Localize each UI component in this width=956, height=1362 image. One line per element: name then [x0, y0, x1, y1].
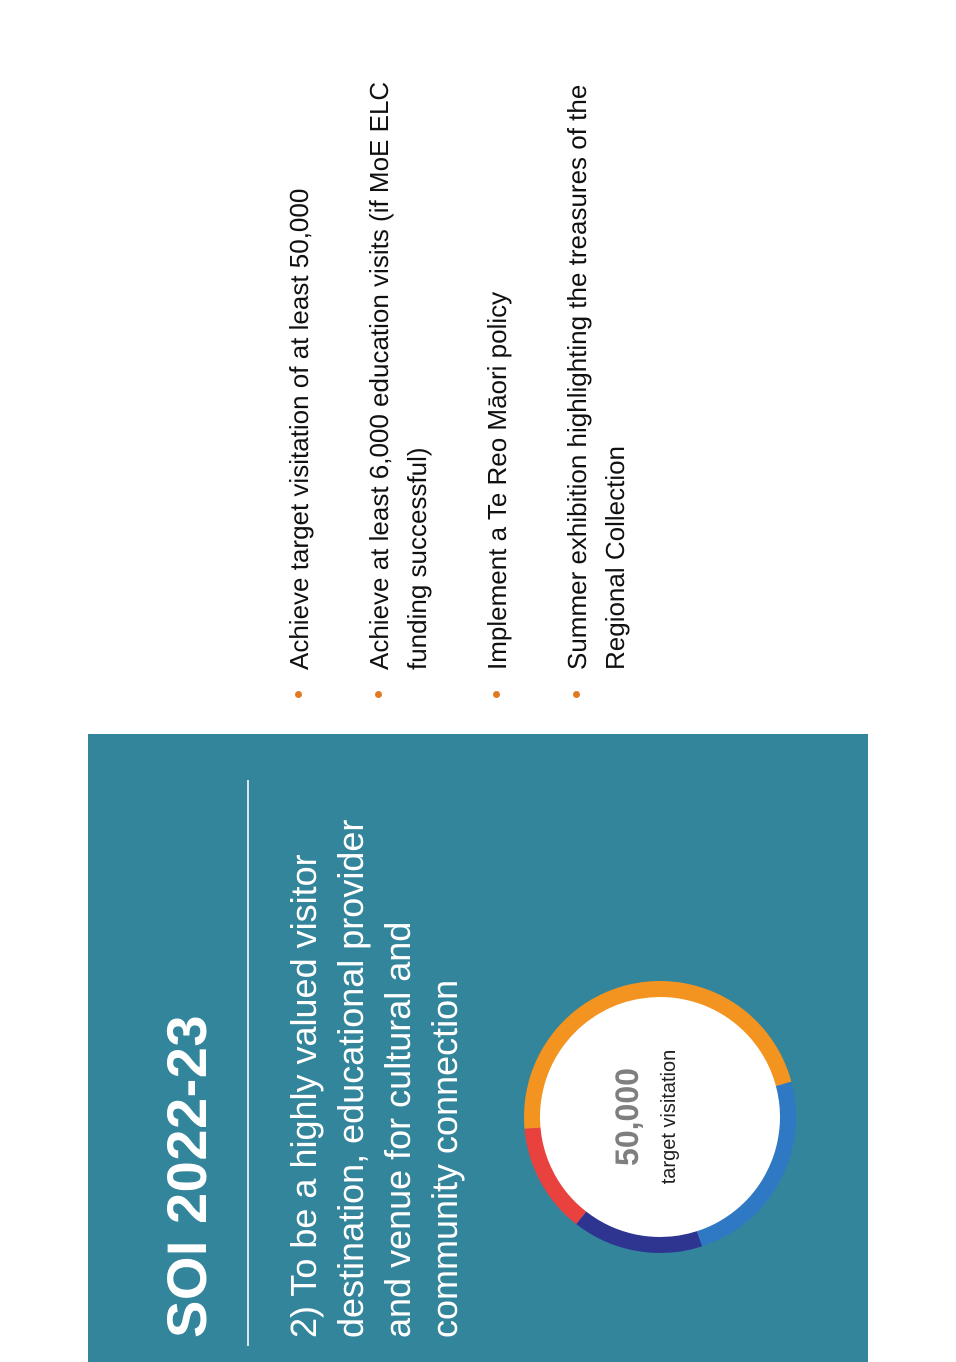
- bullet-dot-icon: [375, 691, 382, 698]
- slide-title: SOI 2022-23: [155, 1014, 218, 1338]
- actions-list: [280, 58, 676, 698]
- bullet-dot-icon: [573, 691, 580, 698]
- action-text: Achieve at least 6,000 education visits (if MoE ELC funding successful): [364, 81, 432, 670]
- action-item: [478, 58, 516, 698]
- action-text: Achieve target visitation of at least 50,000: [284, 188, 314, 670]
- target-value: 50,000: [609, 1068, 645, 1166]
- title-divider: [247, 780, 249, 1346]
- action-item: [280, 58, 318, 698]
- bullet-dot-icon: [295, 691, 302, 698]
- visitation-donut: [520, 977, 800, 1257]
- bullet-dot-icon: [493, 691, 500, 698]
- target-label: target visitation: [658, 1049, 680, 1185]
- action-text: Summer exhibition highlighting the treasures of the Regional Collection: [562, 84, 630, 670]
- objective-panel: [88, 734, 868, 1362]
- action-item: [558, 58, 634, 698]
- objective-statement: 2) To be a highly valued visitor destination, educational provider and venue for cultural and community connection: [283, 819, 465, 1338]
- action-item: [360, 58, 436, 698]
- action-text: Implement a Te Reo Māori policy: [482, 291, 512, 670]
